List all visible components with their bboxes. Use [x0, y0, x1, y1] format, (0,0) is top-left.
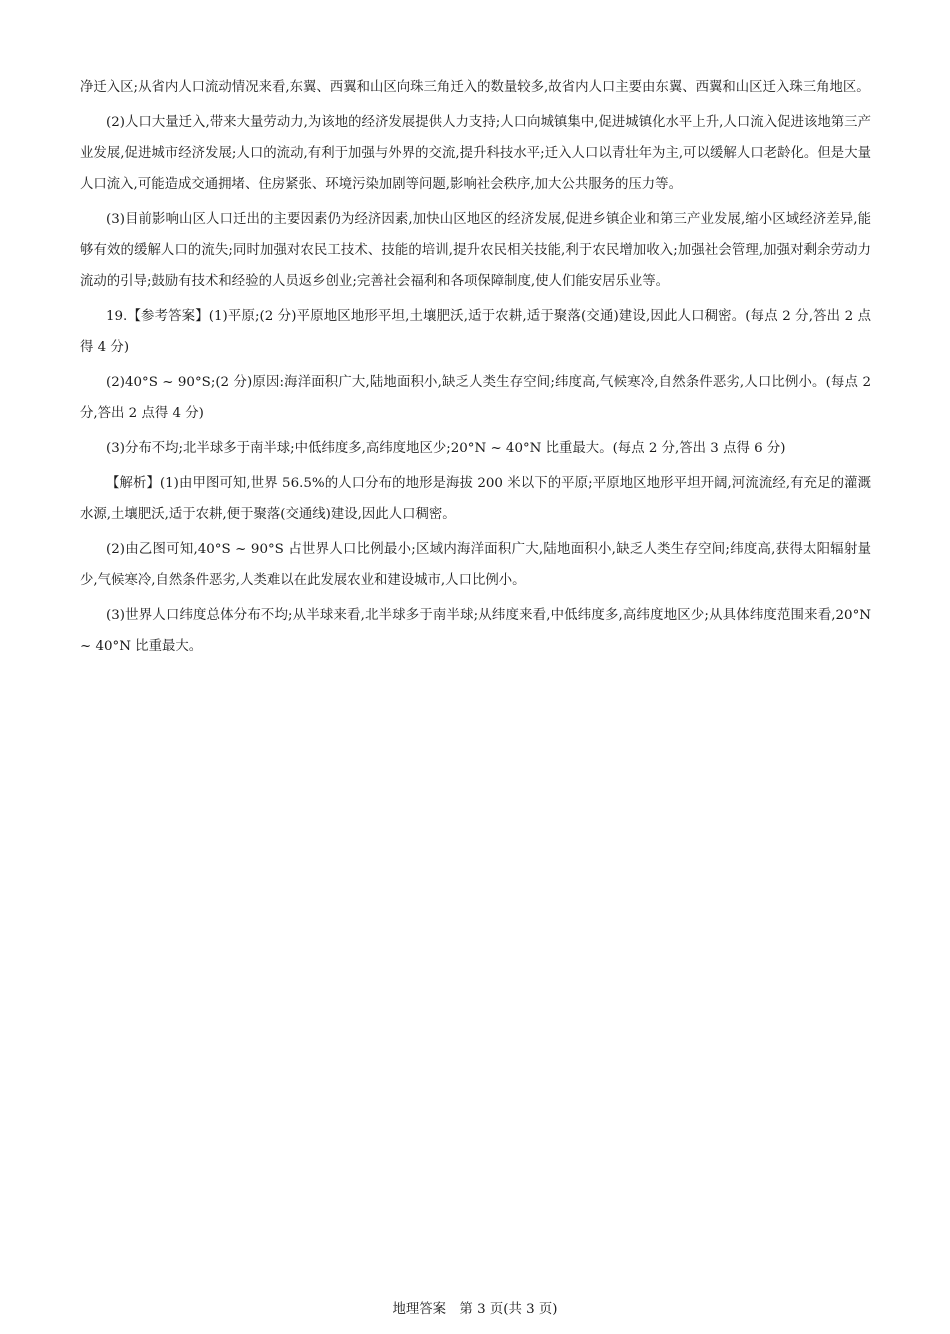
paragraph-answer-3-measures: (3)目前影响山区人口迁出的主要因素仍为经济因素,加快山区地区的经济发展,促进乡镇企业和第三产业发展,缩小区域经济差异,能够有效的缓解人口的流失;同时加强对农民工技术、技能的培训,提升农民相关技能,利于农民增加收入;加强社会管理,加强对剩余劳动力流动的引导;鼓励有技术和经验的人员返乡创业;完善社会福利和各项保障制度,使人们能安居乐业等。: [80, 212, 871, 289]
paragraph-migration-conclusion: 净迁入区;从省内人口流动情况来看,东翼、西翼和山区向珠三角迁入的数量较多,故省内人口主要由东翼、西翼和山区迁入珠三角地区。: [80, 80, 870, 95]
paragraph-q19-answer-1: 19.【参考答案】(1)平原;(2 分)平原地区地形平坦,土壤肥沃,适于农耕,适于聚落(交通)建设,因此人口稠密。(每点 2 分,答出 2 点得 4 分): [80, 309, 871, 355]
paragraph-q19-analysis-3: (3)世界人口纬度总体分布不均;从半球来看,北半球多于南半球;从纬度来看,中低纬度多,高纬度地区少;从具体纬度范围来看,20°N ~ 40°N 比重最大。: [80, 608, 871, 654]
answer-page-body: [80, 72, 871, 666]
paragraph-q19-analysis-1: 【解析】(1)由甲图可知,世界 56.5%的人口分布的地形是海拔 200 米以下的平原;平原地区地形平坦开阔,河流流经,有充足的灌溉水源,土壤肥沃,适于农耕,便于聚落(交通线)建设,因此人口稠密。: [80, 476, 871, 522]
paragraph-answer-2-impacts: (2)人口大量迁入,带来大量劳动力,为该地的经济发展提供人力支持;人口向城镇集中,促进城镇化水平上升,人口流入促进该地第三产业发展,促进城市经济发展;人口的流动,有利于加强与外界的交流,提升科技水平;迁入人口以青壮年为主,可以缓解人口老龄化。但是大量人口流入,可能造成交通拥堵、住房紧张、环境污染加剧等问题,影响社会秩序,加大公共服务的压力等。: [80, 115, 871, 192]
page-footer: 地理答案 第 3 页(共 3 页): [392, 1302, 558, 1317]
paragraph-q19-answer-3: (3)分布不均;北半球多于南半球;中低纬度多,高纬度地区少;20°N ~ 40°N 比重最大。(每点 2 分,答出 3 点得 6 分): [106, 441, 786, 456]
paragraph-q19-analysis-2: (2)由乙图可知,40°S ~ 90°S 占世界人口比例最小;区域内海洋面积广大,陆地面积小,缺乏人类生存空间;纬度高,获得太阳辐射量少,气候寒冷,自然条件恶劣,人类难以在此发展农业和建设城市,人口比例小。: [80, 542, 871, 588]
paragraph-q19-answer-2: (2)40°S ~ 90°S;(2 分)原因:海洋面积广大,陆地面积小,缺乏人类生存空间;纬度高,气候寒冷,自然条件恶劣,人口比例小。(每点 2 分,答出 2 点得 4 分): [80, 375, 871, 421]
